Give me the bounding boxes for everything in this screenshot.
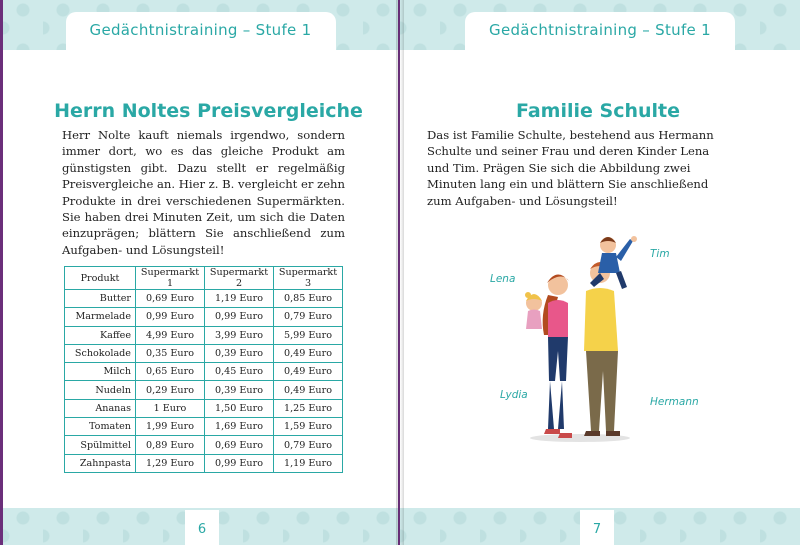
price-cell: 0,39 Euro [205,381,274,399]
header-title: Gedächtnistraining – Stufe 1 [66,12,336,50]
product-cell: Marmelade [65,308,136,326]
table-row [65,344,343,362]
price-cell: 0,85 Euro [274,290,343,308]
price-cell: 0,89 Euro [136,436,205,454]
price-cell: 0,69 Euro [136,290,205,308]
price-cell: 5,99 Euro [274,326,343,344]
price-cell: 1,29 Euro [136,454,205,472]
label-lena: Lena [490,273,516,285]
family-illustration [520,233,640,443]
column-header: Supermarkt 1 [136,267,205,290]
price-cell: 1,19 Euro [274,454,343,472]
intro-text: Das ist Familie Schulte, bestehend aus Hermann Schulte und seiner Frau und deren Kinder Lena und Tim. Prägen Sie sich die Abbildung zwei Minuten lang ein und blättern Sie anschließend zum Aufgaben- und Lösungsteil! [427,128,714,208]
table-row [65,363,343,381]
table-row [65,326,343,344]
price-cell: 0,49 Euro [274,363,343,381]
intro-text: Herr Nolte kauft niemals irgendwo, sondern immer dort, wo es das gleiche Produkt am günstigsten gibt. Dazu stellt er regelmäßig Preisvergleiche an. Hier z. B. vergleicht er zehn Produkte in drei verschiedenen Supermärkten. Sie haben drei Minuten Zeit, um sich die Daten einzuprägen; blättern Sie anschließend zum Aufgaben- und Lösungsteil! [62,128,345,257]
price-cell: 1,25 Euro [274,399,343,417]
label-tim: Tim [650,248,670,260]
product-cell: Ananas [65,399,136,417]
price-cell: 3,99 Euro [205,326,274,344]
table-row [65,454,343,472]
page-title: Herrn Noltes Preisvergleiche [54,100,363,122]
label-hermann: Hermann [650,396,699,408]
price-cell: 1,50 Euro [205,399,274,417]
price-cell: 1 Euro [136,399,205,417]
page-number: 6 [185,510,219,545]
price-cell: 0,79 Euro [274,308,343,326]
price-cell: 0,49 Euro [274,381,343,399]
price-cell: 0,29 Euro [136,381,205,399]
product-cell: Kaffee [65,326,136,344]
price-cell: 4,99 Euro [136,326,205,344]
product-cell: Nudeln [65,381,136,399]
table-row [65,290,343,308]
price-cell: 1,69 Euro [205,418,274,436]
table-row [65,308,343,326]
price-cell: 0,99 Euro [205,308,274,326]
price-cell: 0,65 Euro [136,363,205,381]
column-header: Produkt [65,267,136,290]
table-row [65,436,343,454]
table-row [65,381,343,399]
column-header: Supermarkt 3 [274,267,343,290]
product-cell: Butter [65,290,136,308]
price-cell: 0,39 Euro [205,344,274,362]
table-row [65,418,343,436]
price-cell: 0,79 Euro [274,436,343,454]
price-cell: 0,99 Euro [205,454,274,472]
price-cell: 0,99 Euro [136,308,205,326]
price-cell: 1,19 Euro [205,290,274,308]
product-cell: Spülmittel [65,436,136,454]
product-cell: Schokolade [65,344,136,362]
book-gutter [396,0,404,545]
price-cell: 1,59 Euro [274,418,343,436]
page-number: 7 [580,510,614,545]
product-cell: Tomaten [65,418,136,436]
price-cell: 1,99 Euro [136,418,205,436]
column-header: Supermarkt 2 [205,267,274,290]
left-page [0,0,398,545]
price-cell: 0,49 Euro [274,344,343,362]
product-cell: Milch [65,363,136,381]
label-lydia: Lydia [500,389,528,401]
page-title: Familie Schulte [515,100,680,122]
price-cell: 0,45 Euro [205,363,274,381]
header-title: Gedächtnistraining – Stufe 1 [465,12,735,50]
table-header-row [65,267,343,290]
price-cell: 0,69 Euro [205,436,274,454]
price-table [64,266,343,473]
product-cell: Zahnpasta [65,454,136,472]
table-row [65,399,343,417]
price-cell: 0,35 Euro [136,344,205,362]
